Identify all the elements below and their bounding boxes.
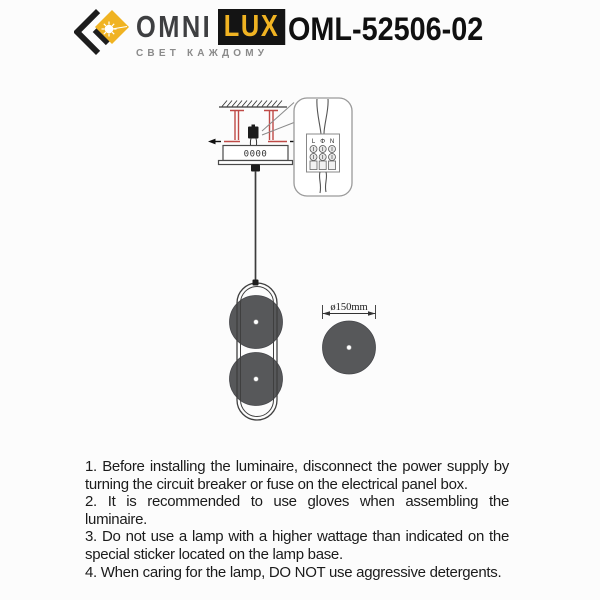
luminaire-front-view [230, 280, 283, 421]
canopy-holes-label: 0000 [243, 149, 268, 160]
dimension-label: ø150mm [330, 302, 368, 313]
brand-name-lux: LUX [218, 9, 285, 45]
instruction-item-1: 1. Before installing the luminaire, disconnect the power supply by turning the circuit breaker or fuse on the electrical panel box. [85, 458, 509, 493]
canopy [219, 146, 293, 172]
side-view-center-dot [347, 345, 352, 350]
terminal-detail [307, 134, 340, 172]
wire-attachment [253, 280, 259, 286]
slide-arrow-left [208, 139, 221, 145]
terminal-block [248, 125, 259, 146]
instruction-item-4: 4. When caring for the lamp, DO NOT use aggressive detergents. [85, 563, 502, 581]
instruction-item-3: 3. Do not use a lamp with a higher wattage than indicated on the special sticker located on the lamp base. [85, 528, 509, 563]
wiring-callout [294, 98, 352, 196]
disc-center-dot-upper [254, 320, 259, 325]
brand-name-omni: OMNI [136, 9, 213, 44]
dimension-arrow-right [368, 311, 376, 316]
disc-dimension-view [323, 302, 376, 374]
canopy-flange [219, 161, 293, 165]
model-number: OML-52506-02 [288, 11, 484, 47]
terminal-label-live: L [311, 139, 316, 145]
instruction-item-2: 2. It is recommended to use gloves when assembling the luminaire. [85, 493, 509, 528]
instructions-list [85, 458, 509, 581]
terminal-label-earth: Φ [320, 139, 326, 145]
disc-center-dot-lower [254, 377, 259, 382]
terminal-label-neutral: N [329, 139, 335, 145]
dimension-arrow-left [323, 311, 331, 316]
mounting-bracket-left [224, 111, 244, 142]
ceiling-hatch [219, 101, 287, 108]
cord-grip [251, 165, 260, 172]
brand-tagline: СВЕТ КАЖДОМУ [136, 48, 269, 59]
